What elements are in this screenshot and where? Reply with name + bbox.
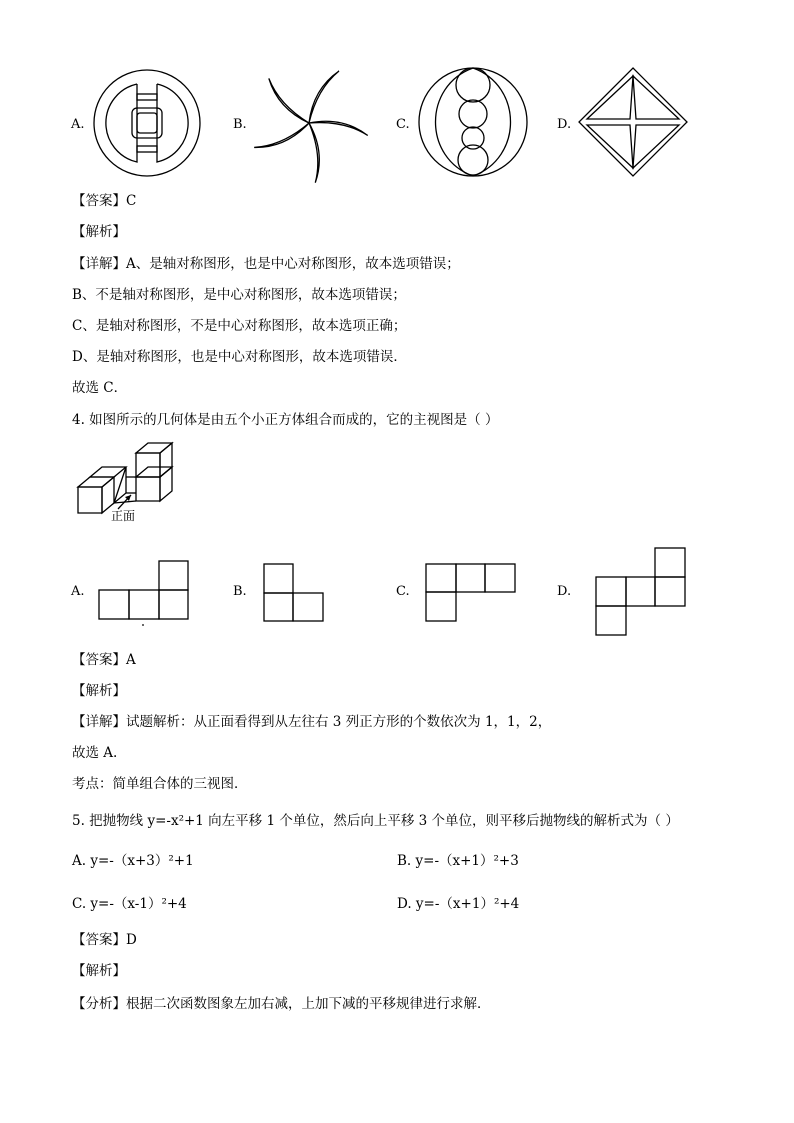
q3-answer: 【答案】C	[72, 193, 137, 209]
q5-option-d: D. y=-（x+1）²+4	[397, 896, 520, 912]
option-c-view	[425, 563, 517, 623]
q5-answer: 【答案】D	[72, 932, 137, 948]
q3-analysis-heading: 【解析】	[72, 224, 126, 240]
q4-option-c-label: C.	[396, 584, 410, 599]
q4-option-a-label: A.	[71, 584, 85, 599]
q4-option-d-label: D.	[557, 584, 572, 599]
q3-detail-line: 【详解】A、是轴对称图形，也是中心对称图形，故本选项错误；	[72, 256, 460, 272]
q4-detail-line: 【详解】试题解析：从正面看得到从左往右 3 列正方形的个数依次为 1，1，2，	[72, 714, 552, 730]
option-a-view	[98, 560, 190, 628]
q4-analysis-heading: 【解析】	[72, 683, 126, 699]
q3-detail-line: C、是轴对称图形，不是中心对称图形，故本选项正确；	[72, 318, 407, 334]
q3-option-d-label: D.	[557, 117, 572, 132]
q4-knowledge-point: 考点：简单组合体的三视图．	[72, 776, 248, 792]
q5-option-b: B. y=-（x+1）²+3	[397, 853, 519, 869]
q4-question: 4. 如图所示的几何体是由五个小正方体组合而成的，它的主视图是（ ）	[72, 412, 499, 428]
q4-conclusion: 故选 A.	[72, 745, 118, 761]
option-b-view	[263, 563, 325, 623]
q3-option-c-label: C.	[396, 117, 410, 132]
q3-detail-line: D、是轴对称图形，也是中心对称图形，故本选项错误．	[72, 349, 407, 365]
q3-option-b-label: B.	[233, 117, 247, 132]
circles-icon	[417, 66, 529, 178]
diamond-icon	[577, 66, 689, 178]
q5-analysis-text: 【分析】根据二次函数图象左加右减，上加下减的平移规律进行求解．	[72, 996, 491, 1012]
q4-answer: 【答案】A	[72, 652, 136, 668]
option-d-view	[595, 547, 687, 637]
q5-analysis-heading: 【解析】	[72, 963, 126, 979]
front-view-label: 正面	[111, 509, 136, 523]
q3-detail-line: B、不是轴对称图形，是中心对称图形，故本选项错误；	[72, 287, 406, 303]
q3-conclusion: 故选 C．	[72, 380, 128, 396]
q5-option-c: C. y=-（x-1）²+4	[72, 896, 187, 912]
q5-option-a: A. y=-（x+3）²+1	[72, 853, 194, 869]
q3-option-a-label: A.	[71, 117, 85, 132]
q5-question: 5. 把抛物线 y=-x²+1 向左平移 1 个单位，然后向上平移 3 个单位，则平移后抛物线的解析式为（ ）	[72, 813, 679, 829]
pinwheel-icon	[251, 66, 367, 180]
q4-option-b-label: B.	[233, 584, 247, 599]
coin-icon	[92, 68, 202, 178]
